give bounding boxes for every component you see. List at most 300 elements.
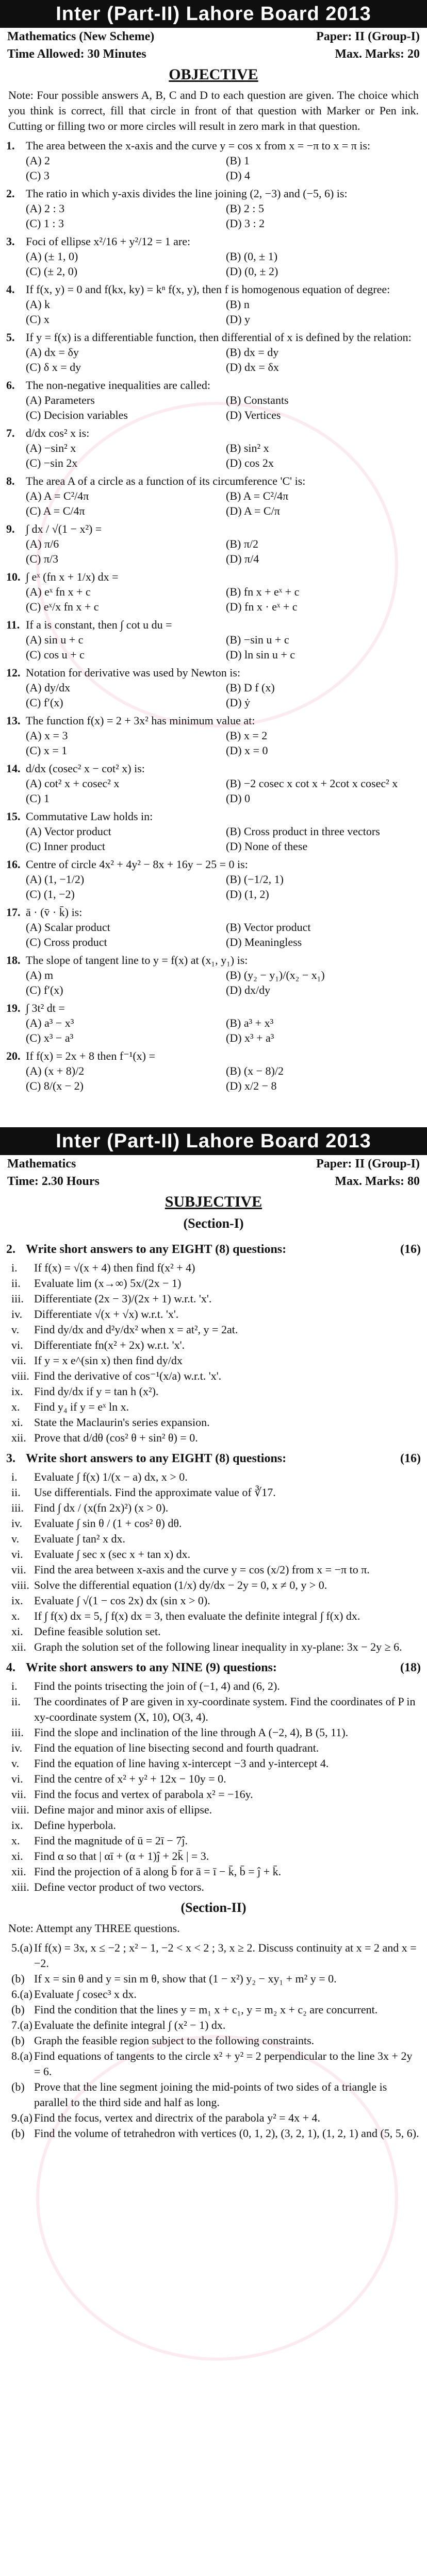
answer-option: (C) δ x = dy [26, 361, 81, 374]
part-text: Define vector product of two vectors. [34, 1880, 204, 1893]
answer-options [0, 440, 427, 473]
part-text: If y = x e^(sin x) then find dy/dx [34, 1354, 183, 1367]
mcq-question [0, 809, 427, 824]
mcq-question [0, 905, 427, 920]
part-text: Find the magnitude of ū = 2ī − 7ĵ. [34, 1834, 188, 1847]
part-number: vii. [11, 1354, 26, 1367]
part-text: Differentiate √(x + √x) w.r.t. 'x'. [34, 1308, 179, 1320]
long-question [0, 1987, 427, 2002]
short-question [0, 1624, 427, 1639]
answer-options [0, 728, 427, 761]
answer-options [0, 1015, 427, 1048]
short-question [0, 1562, 427, 1578]
part-number: vii. [11, 1788, 26, 1801]
answer-options [0, 249, 427, 282]
question-marks: (16) [400, 1452, 421, 1465]
answer-option: (C) A = C/4π [26, 504, 85, 517]
part-text: Prove that the line segment joining the mid-points of two sides of a triangle is parallel to the third side and half as long. [34, 2080, 387, 2109]
mcq-question [0, 330, 427, 345]
answer-option: (A) m [26, 969, 54, 981]
question-text: Write short answers to any EIGHT (8) questions: [26, 1243, 287, 1256]
short-question [0, 1291, 427, 1307]
part-number: (b) [11, 2080, 25, 2093]
short-question [0, 1469, 427, 1485]
mcq-question [0, 761, 427, 776]
short-question [0, 1500, 427, 1516]
section-title: SUBJECTIVE [165, 1193, 262, 1210]
question-4 [0, 1655, 427, 1895]
answer-option: (D) y [226, 313, 251, 326]
answer-option: (D) dx = δx [226, 361, 279, 374]
question-text: The function f(x) = 2 + 3x² has minimum value at: [26, 714, 255, 727]
short-question [0, 1260, 427, 1276]
mcq-question [0, 282, 427, 297]
section-title: OBJECTIVE [169, 66, 258, 83]
short-question [0, 1694, 427, 1725]
answer-options [0, 153, 427, 186]
question-marks: (16) [400, 1243, 421, 1256]
short-question [0, 1639, 427, 1655]
answer-option: (C) 1 : 3 [26, 217, 64, 230]
answer-option: (D) A = C/π [226, 504, 280, 517]
question-heading [0, 1655, 427, 1679]
question-number: 12. [6, 666, 21, 679]
short-question [0, 1516, 427, 1531]
answer-option: (C) −sin 2x [26, 456, 78, 469]
part-number: (b) [11, 1972, 25, 1985]
answer-option: (B) 2 : 5 [226, 202, 264, 215]
paper-meta-2 [0, 45, 427, 63]
question-number: 8. [6, 474, 15, 487]
part-number: v. [11, 1757, 20, 1770]
short-question [0, 1353, 427, 1368]
part-text: Prove that d/dθ (cos² θ + sin² θ) = 0. [34, 1431, 198, 1444]
short-question [0, 1307, 427, 1322]
answer-option: (C) π/3 [26, 552, 59, 565]
answer-options [0, 968, 427, 1001]
answer-option: (A) cot² x + cosec² x [26, 777, 120, 790]
answer-option: (B) −sin u + c [226, 633, 289, 646]
part-text: Evaluate ∫ f(x) 1/(x − a) dx, x > 0. [34, 1470, 188, 1483]
answer-option: (A) 2 : 3 [26, 202, 65, 215]
paper-group: Paper: II (Group-I) [316, 30, 420, 43]
answer-options [0, 393, 427, 426]
short-question [0, 1399, 427, 1415]
section-label: (Section-I) [183, 1216, 244, 1231]
part-number: xi. [11, 1416, 23, 1429]
answer-option: (B) x = 2 [226, 729, 268, 742]
answer-option: (B) (0, ± 1) [226, 250, 278, 263]
answer-option: (B) Constants [226, 394, 289, 406]
short-question [0, 1547, 427, 1562]
answer-option: (D) dx/dy [226, 984, 271, 996]
answer-option: (C) 8/(x − 2) [26, 1079, 84, 1092]
answer-option: (C) (1, −2) [26, 888, 75, 901]
mcq-question [0, 378, 427, 393]
paper-group: Paper: II (Group-I) [316, 1157, 420, 1171]
mcq-question [0, 1001, 427, 1015]
part-text: Find the slope and inclination of the line through A (−2, 4), B (5, 11). [34, 1726, 349, 1739]
answer-option: (A) (1, −1/2) [26, 873, 85, 886]
part-number: 7.(a) [11, 2019, 32, 2031]
short-question [0, 1802, 427, 1818]
short-question [0, 1608, 427, 1624]
question-text: Centre of circle 4x² + 4y² − 8x + 16y − 25 = 0 is: [26, 858, 248, 871]
part-text: Find dy/dx and d²y/dx² when x = at², y = 2at. [34, 1323, 238, 1336]
answer-option: (B) D f (x) [226, 681, 275, 694]
answer-option: (C) Cross product [26, 936, 107, 948]
part-text: Define hyperbola. [34, 1819, 116, 1832]
question-text: d/dx (cosec² x − cot² x) is: [26, 762, 145, 775]
long-question [0, 1940, 427, 1971]
answer-option: (A) x = 3 [26, 729, 68, 742]
answer-option: (D) x³ + a³ [226, 1031, 274, 1044]
part-number: (b) [11, 2003, 25, 2016]
part-text: Find the equation of line bisecting second and fourth quadrant. [34, 1741, 319, 1754]
part-number: (b) [11, 2034, 25, 2047]
part-number: x. [11, 1609, 20, 1622]
question-text: The non-negative inequalities are called: [26, 379, 210, 392]
question-number: 15. [6, 810, 21, 823]
long-questions [0, 1940, 427, 2141]
mcq-question [0, 1048, 427, 1063]
part-number: xii. [11, 1431, 26, 1444]
answer-option: (D) fn x · eˣ + c [226, 600, 298, 613]
part-text: Find the condition that the lines y = m₁ x + c₁, y = m₂ x + c₂ are concurrent. [34, 2003, 378, 2016]
question-text: d/dx cos² x is: [26, 427, 90, 439]
answer-option: (C) eˣ/x fn x + c [26, 600, 99, 613]
answer-option: (B) a³ + x³ [226, 1016, 274, 1029]
answer-option: (A) π/6 [26, 537, 59, 550]
question-number: 19. [6, 1002, 21, 1014]
answer-option: (B) dx = dy [226, 346, 279, 359]
long-question [0, 2048, 427, 2079]
short-question [0, 1531, 427, 1547]
part-number: viii. [11, 1803, 29, 1816]
short-question [0, 1849, 427, 1864]
part-number: ix. [11, 1819, 23, 1832]
question-number: 17. [6, 906, 21, 919]
mcq-question [0, 953, 427, 968]
question-2 [0, 1236, 427, 1446]
part-text: Find the projection of ā along b̄ for ā = ī − k̄, b̄ = ĵ + k̄. [34, 1865, 282, 1878]
answer-options [0, 488, 427, 521]
answer-option: (A) Scalar product [26, 921, 110, 934]
answer-option: (A) (x + 8)/2 [26, 1064, 85, 1077]
question-text: Commutative Law holds in: [26, 810, 153, 823]
answer-option: (C) Decision variables [26, 409, 128, 421]
time-allowed: Time: 2.30 Hours [7, 1175, 100, 1188]
mcq-question [0, 713, 427, 728]
instructions-note: Note: Four possible answers A, B, C and D to each question are given. The choice which you think is correct, fill that circle in front of that question with Marker or Pen ink. Cutting or filling two or more circles will result in zero mark in that question. [8, 89, 419, 132]
part-number: iii. [11, 1726, 24, 1739]
part-text: Evaluate ∫ tan² x dx. [34, 1532, 125, 1545]
question-number: 1. [6, 139, 15, 152]
part-number: xiii. [11, 1880, 29, 1893]
part-number: v. [11, 1532, 20, 1545]
answer-option: (D) 0 [226, 792, 251, 805]
part-number: iv. [11, 1517, 23, 1530]
mcq-question [0, 426, 427, 440]
part-text: Find the volume of tetrahedron with vertices (0, 1, 2), (3, 2, 1), (1, 2, 1) and (5, 5, 6). [34, 2127, 419, 2140]
answer-options [0, 920, 427, 953]
question-text: The area between the x-axis and the curve y = cos x from x = −π to x = π is: [26, 139, 371, 152]
answer-option: (B) fn x + eˣ + c [226, 585, 300, 598]
answer-options [0, 632, 427, 665]
subject: Mathematics [7, 1157, 76, 1171]
paper-meta-2 [0, 1173, 427, 1190]
short-question [0, 1833, 427, 1849]
answer-option: (B) n [226, 298, 250, 311]
answer-option: (B) 1 [226, 154, 250, 167]
long-question [0, 2126, 427, 2141]
mcq-question [0, 857, 427, 872]
answer-option: (C) x³ − a³ [26, 1031, 74, 1044]
short-question [0, 1485, 427, 1500]
question-number: 4. [6, 1661, 15, 1674]
part-text: The coordinates of P are given in xy-coordinate system. Find the coordinates of P in xy-coordinate system (X, 10), O(3, 4). [34, 1695, 416, 1723]
part-text: Evaluate the definite integral ∫ (x² − 1) dx. [34, 2019, 226, 2031]
part-number: xii. [11, 1640, 26, 1653]
answer-option: (D) Vertices [226, 409, 281, 421]
answer-option: (A) (± 1, 0) [26, 250, 78, 263]
part-text: Find α so that | αī + (α + 1)ĵ + 2k̄ | = 3. [34, 1850, 209, 1862]
short-question [0, 1787, 427, 1802]
part-number: iii. [11, 1501, 24, 1514]
question-text: If f(x) = 2x + 8 then f⁻¹(x) = [26, 1049, 155, 1062]
part-number: viii. [11, 1369, 29, 1382]
answer-option: (A) eˣ fn x + c [26, 585, 91, 598]
long-question [0, 2033, 427, 2048]
long-question [0, 2079, 427, 2110]
part-text: State the Maclaurin's series expansion. [34, 1416, 210, 1429]
part-number: v. [11, 1323, 20, 1336]
part-number: ii. [11, 1277, 21, 1290]
part-text: Find y₄ if y = eˣ ln x. [34, 1400, 129, 1413]
answer-option: (A) Vector product [26, 825, 111, 838]
part-number: viii. [11, 1579, 29, 1591]
question-text: The ratio in which y-axis divides the line joining (2, −3) and (−5, 6) is: [26, 187, 348, 200]
short-question [0, 1415, 427, 1430]
short-question [0, 1725, 427, 1740]
question-text: The area A of a circle as a function of its circumference 'C' is: [26, 474, 306, 487]
part-text: Evaluate ∫ sin θ / (1 + cos² θ) dθ. [34, 1517, 182, 1530]
long-question [0, 1971, 427, 1987]
answer-option: (C) x = 1 [26, 744, 68, 757]
answer-option: (B) Vector product [226, 921, 311, 934]
answer-option: (B) (−1/2, 1) [226, 873, 284, 886]
part-text: Find the equation of line having x-intercept −3 and y-intercept 4. [34, 1757, 329, 1770]
part-text: Find the area between x-axis and the curve y = cos (x/2) from x = −π to π. [34, 1563, 370, 1576]
long-question [0, 2002, 427, 2018]
part-text: Graph the solution set of the following linear inequality in xy-plane: 3x − 2y ≥ 6. [34, 1640, 402, 1653]
part-text: Find the points trisecting the join of (−1, 4) and (6, 2). [34, 1680, 280, 1692]
question-text: If a is constant, then ∫ cot u du = [26, 618, 172, 631]
mcq-question [0, 186, 427, 201]
part-text: Define feasible solution set. [34, 1625, 161, 1638]
part-number: 9.(a) [11, 2111, 32, 2124]
answer-option: (D) ln sin u + c [226, 648, 295, 661]
question-heading [0, 1446, 427, 1469]
short-question [0, 1384, 427, 1399]
part-number: x. [11, 1834, 20, 1847]
answer-options [0, 297, 427, 330]
short-question [0, 1864, 427, 1879]
part-number: 8.(a) [11, 2049, 32, 2062]
answer-option: (D) None of these [226, 840, 308, 853]
section-2-note: Note: Attempt any THREE questions. [8, 1922, 180, 1935]
short-question [0, 1430, 427, 1446]
short-question [0, 1771, 427, 1787]
question-number: 5. [6, 331, 15, 344]
short-question [0, 1593, 427, 1608]
part-number: ii. [11, 1486, 21, 1499]
answer-option: (A) a³ − x³ [26, 1016, 74, 1029]
part-text: Find dy/dx if y = tan h (x²). [34, 1385, 159, 1398]
answer-option: (B) (x − 8)/2 [226, 1064, 284, 1077]
mcq-question [0, 234, 427, 249]
part-text: Graph the feasible region subject to the following constraints. [34, 2034, 315, 2047]
subject: Mathematics (New Scheme) [7, 30, 155, 43]
short-question [0, 1337, 427, 1353]
long-question [0, 2018, 427, 2033]
answer-options [0, 824, 427, 857]
question-number: 2. [6, 187, 15, 200]
question-text: Notation for derivative was used by Newton is: [26, 666, 241, 679]
short-question [0, 1756, 427, 1771]
question-text: ∫ dx / √(1 − x²) = [26, 522, 102, 535]
question-number: 9. [6, 522, 15, 535]
question-number: 16. [6, 858, 21, 871]
answer-option: (B) Cross product in three vectors [226, 825, 380, 838]
part-text: If x = sin θ and y = sin m θ, show that (1 − x²) y₂ − xy₁ + m² y = 0. [34, 1972, 337, 1985]
answer-options [0, 776, 427, 809]
short-question [0, 1818, 427, 1833]
part-number: ix. [11, 1385, 23, 1398]
answer-option: (C) f′(x) [26, 984, 63, 996]
answer-option: (A) dx = δy [26, 346, 79, 359]
part-text: Solve the differential equation (1/x) dy/dx − 2y = 0, x ≠ 0, y > 0. [34, 1579, 327, 1591]
answer-option: (C) cos u + c [26, 648, 85, 661]
mcq-question [0, 665, 427, 680]
part-text: Evaluate ∫ cosec³ x dx. [34, 1988, 137, 2001]
max-marks: Max. Marks: 20 [335, 47, 420, 61]
answer-option: (D) x = 0 [226, 744, 268, 757]
answer-option: (C) f′(x) [26, 696, 63, 709]
answer-options [0, 872, 427, 905]
part-number: xii. [11, 1865, 26, 1878]
part-number: (b) [11, 2127, 25, 2140]
part-text: Differentiate fn(x² + 2x) w.r.t. 'x'. [34, 1338, 185, 1351]
question-text: ∫ 3t² dt = [26, 1002, 65, 1014]
short-question [0, 1578, 427, 1593]
answer-option: (C) Inner product [26, 840, 105, 853]
answer-option: (C) 1 [26, 792, 50, 805]
part-text: Find ∫ dx / (x(fn 2x)²) (x > 0). [34, 1501, 169, 1514]
part-number: 6.(a) [11, 1988, 32, 2001]
question-number: 3. [6, 1452, 15, 1465]
answer-option: (A) 2 [26, 154, 51, 167]
answer-option: (D) (0, ± 2) [226, 265, 278, 278]
answer-option: (B) A = C²/4π [226, 489, 289, 502]
answer-option: (A) A = C²/4π [26, 489, 89, 502]
answer-option: (A) −sin² x [26, 442, 76, 454]
question-text: The slope of tangent line to y = f(x) at (x₁, y₁) is: [26, 954, 248, 967]
section-label: (Section-II) [180, 1900, 247, 1915]
part-number: vi. [11, 1772, 23, 1785]
question-number: 6. [6, 379, 15, 392]
short-question [0, 1368, 427, 1384]
answer-option: (C) 3 [26, 169, 50, 182]
part-text: Evaluate ∫ sec x (sec x + tan x) dx. [34, 1548, 191, 1561]
part-text: If ∫ f(x) dx = 5, ∫ f(x) dx = 3, then evaluate the definite integral ∫ f(x) dx. [34, 1609, 360, 1622]
answer-options [0, 680, 427, 713]
part-text: Find the derivative of cos⁻¹(x/a) w.r.t. 'x'. [34, 1369, 222, 1382]
answer-option: (B) π/2 [226, 537, 259, 550]
part-text: Use differentials. Find the approximate value of ∛17. [34, 1486, 276, 1499]
mcq-question [0, 569, 427, 584]
question-3 [0, 1446, 427, 1655]
mcq-question [0, 617, 427, 632]
answer-option: (D) π/4 [226, 552, 259, 565]
part-number: 5.(a) [11, 1941, 32, 1954]
answer-option: (A) sin u + c [26, 633, 84, 646]
question-number: 4. [6, 283, 15, 296]
answer-option: (D) cos 2x [226, 456, 274, 469]
question-number: 3. [6, 235, 15, 248]
mcq-question [0, 473, 427, 488]
mcq-question [0, 138, 427, 153]
paper-header: Inter (Part-II) Lahore Board 2013 [0, 1127, 427, 1155]
objective-paper [0, 0, 427, 1096]
max-marks: Max. Marks: 80 [335, 1175, 420, 1188]
paper-meta [0, 28, 427, 45]
part-number: vii. [11, 1563, 26, 1576]
question-number: 2. [6, 1243, 15, 1256]
answer-option: (A) dy/dx [26, 681, 71, 694]
answer-option: (B) sin² x [226, 442, 269, 454]
answer-option: (C) x [26, 313, 50, 326]
paper-header: Inter (Part-II) Lahore Board 2013 [0, 0, 427, 28]
question-text: ā · (v̄ · k̄) is: [26, 906, 83, 919]
answer-options [0, 201, 427, 234]
question-text: Write short answers to any EIGHT (8) questions: [26, 1452, 287, 1465]
question-heading [0, 1236, 427, 1260]
question-number: 13. [6, 714, 21, 727]
part-number: ix. [11, 1594, 23, 1607]
part-text: Differentiate (2x − 3)/(2x + 1) w.r.t. 'x'. [34, 1292, 212, 1305]
part-text: Find the focus and vertex of parabola x² = −16y. [34, 1788, 253, 1801]
answer-option: (D) x/2 − 8 [226, 1079, 277, 1092]
question-number: 18. [6, 954, 21, 967]
question-marks: (18) [400, 1661, 421, 1674]
short-question [0, 1322, 427, 1337]
question-number: 10. [6, 570, 21, 583]
part-number: vi. [11, 1338, 23, 1351]
part-text: Define major and minor axis of ellipse. [34, 1803, 212, 1816]
question-number: 11. [6, 618, 20, 631]
part-number: vi. [11, 1548, 23, 1561]
part-number: i. [11, 1470, 18, 1483]
question-number: 14. [6, 762, 21, 775]
part-text: Find the centre of x² + y² + 12x − 10y = 0. [34, 1772, 226, 1785]
question-number: 20. [6, 1049, 21, 1062]
part-text: If f(x) = √(x + 4) then find f(x² + 4) [34, 1261, 195, 1274]
part-number: i. [11, 1680, 18, 1692]
part-text: Evaluate ∫ √(1 − cos 2x) dx (sin x > 0). [34, 1594, 210, 1607]
question-number: 7. [6, 427, 15, 439]
part-text: If f(x) = 3x, x ≤ −2 ; x² − 1, −2 < x < 2 ; 3, x ≥ 2. Discuss continuity at x = 2 and x = −2. [34, 1941, 417, 1970]
